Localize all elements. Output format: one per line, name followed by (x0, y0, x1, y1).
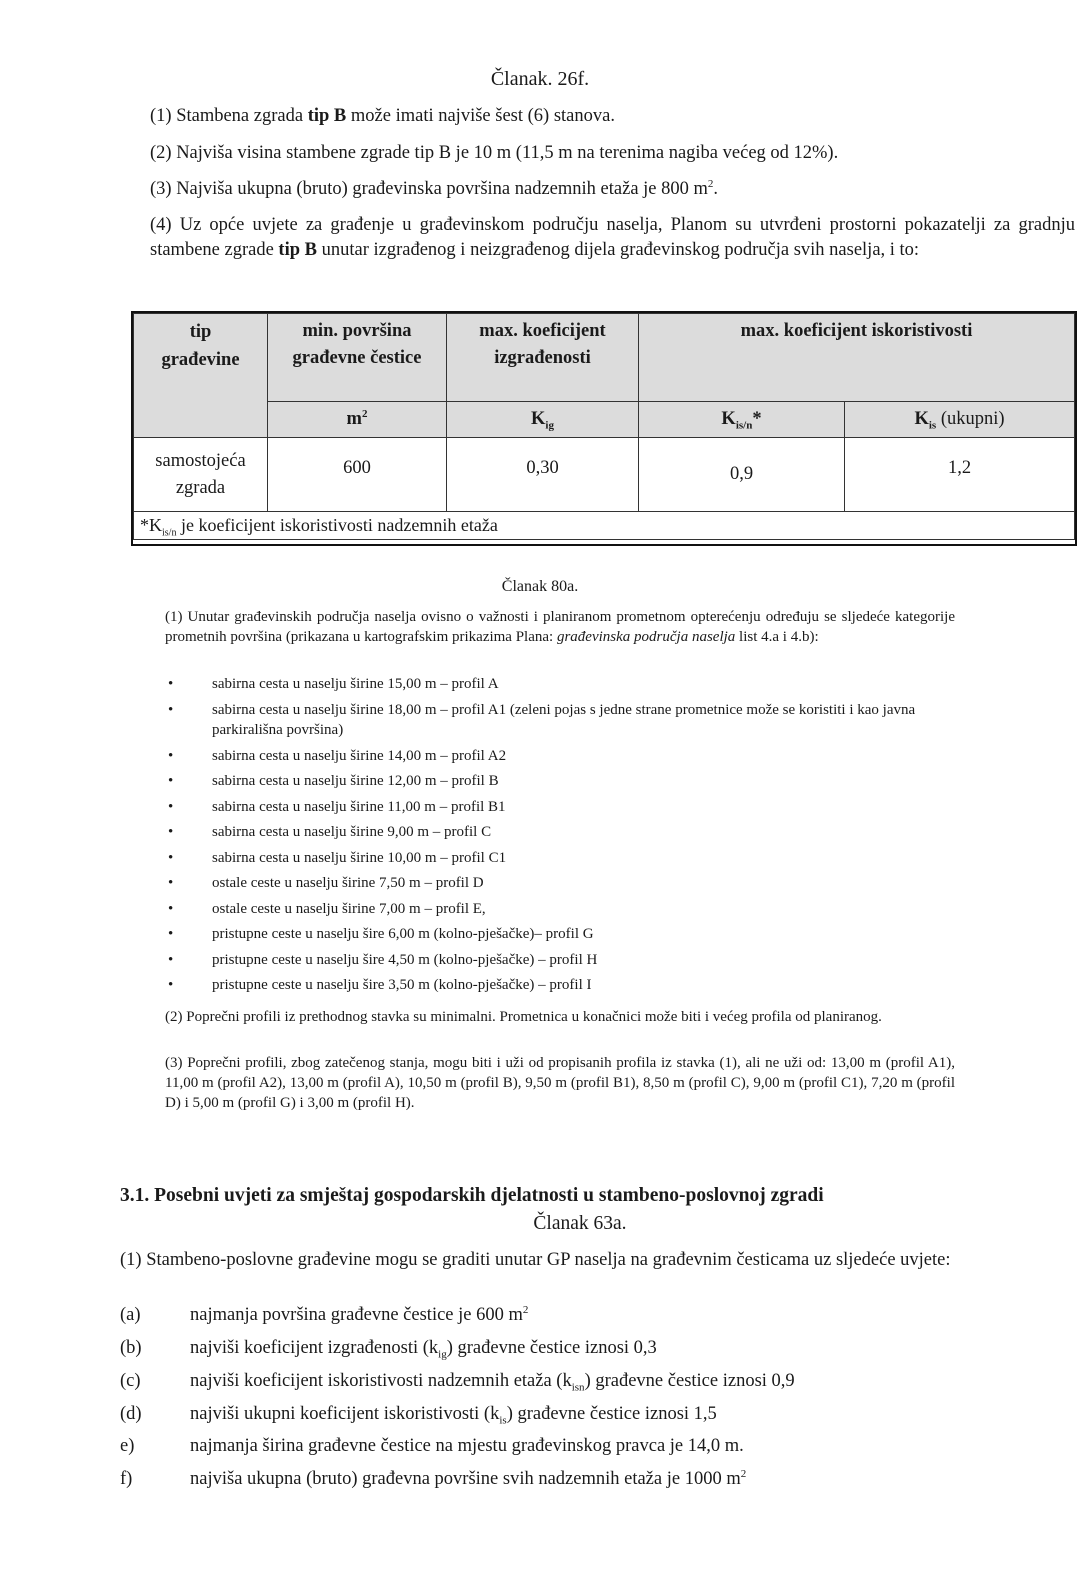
condition-label: (c) (120, 1371, 141, 1391)
bullet-icon: • (168, 799, 174, 815)
header-building-type: tip građevine (134, 314, 268, 438)
bullet-icon: • (168, 952, 174, 968)
article-80a-title: Članak 80a. (501, 578, 579, 595)
row-kis: 1,2 (845, 438, 1075, 512)
article-26f-paragraph-2: (2) Najviša visina stambene zgrade tip B je 10 m (11,5 m na terenima nagiba većeg od 12%). (150, 143, 839, 163)
article-26f-title: Članak. 26f. (490, 68, 590, 90)
condition-text: najmanja širina građevne čestice na mjestu građevinskog pravca je 14,0 m. (190, 1436, 744, 1456)
condition-text: najviši koeficijent iskoristivosti nadzemnih etaža $(k_{isn})$ građevne čestice iznosi 0,9 (190, 1371, 795, 1394)
article-80a-paragraph-2: (2) Poprečni profili iz prethodnog stavka su minimalni. Prometnica u konačnici može biti i većeg profila od planiranog. (165, 1009, 882, 1025)
header-min-area: min. površina građevne čestice (268, 314, 447, 402)
condition-text: najviši ukupni koeficijent iskoristivosti $(k_{is})$ građevne čestice iznosi 1,5 (190, 1404, 717, 1427)
row-min-area: 600 (268, 438, 447, 512)
section-3-1-heading: 3.1. Posebni uvjeti za smještaj gospodarskih djelatnosti u stambeno-poslovnoj zgradi (120, 1185, 824, 1206)
article-80a-paragraph-1: (1) Unutar građevinskih područja naselja ovisno o važnosti i planiranom prometnom opterećenju određuju se sljedeće kategorije prometnih površina (prikazana u kartografskim prikazima Plana: građevinska područja naselja list 4.a i 4.b): (165, 609, 955, 645)
bullet-icon: • (168, 748, 174, 764)
bullet-icon: • (168, 702, 174, 718)
condition-label: e) (120, 1436, 135, 1456)
condition-label: f) (120, 1469, 133, 1489)
row-building-type: samostojeća zgrada (134, 438, 268, 512)
unit-kig: $K_{ig}$ (447, 402, 639, 438)
condition-label: (b) (120, 1338, 142, 1358)
list-item: ostale ceste u naselju širine 7,00 m – profil E, (212, 901, 486, 917)
list-item: sabirna cesta u naselju širine 11,00 m – profil B1 (212, 799, 506, 815)
condition-text: najviša ukupna (bruto) građevna površine svih nadzemnih etaža je 1000 $m^2$ (190, 1467, 747, 1489)
unit-m2: $m^2$ (268, 402, 447, 438)
list-item: ostale ceste u naselju širine 7,50 m – profil D (212, 875, 484, 891)
article-26f-paragraph-3: (3) Najviša ukupna (bruto) građevinska površina nadzemnih etaža je 800 $m^2$. (150, 177, 719, 199)
indicators-table (131, 311, 1077, 546)
article-26f-paragraph-1: (1) Stambena zgrada tip B može imati najviše šest (6) stanova. (150, 106, 615, 126)
list-item: pristupne ceste u naselju šire 3,50 m (kolno-pješačke) – profil I (212, 977, 592, 993)
bullet-icon: • (168, 824, 174, 840)
header-max-kis: max. koeficijent iskoristivosti (639, 314, 1075, 402)
condition-text: najviši koeficijent izgrađenosti $(k_{ig})$ građevne čestice iznosi 0,3 (190, 1338, 657, 1361)
header-max-kig: max. koeficijent izgrađenosti (447, 314, 639, 402)
list-item: sabirna cesta u naselju širine 14,00 m – profil A2 (212, 748, 507, 764)
bullet-icon: • (168, 901, 174, 917)
bullet-icon: • (168, 926, 174, 942)
bullet-icon: • (168, 676, 174, 692)
bullet-icon: • (168, 773, 174, 789)
list-item: sabirna cesta u naselju širine 12,00 m – profil B (212, 773, 499, 789)
row-kig: 0,30 (447, 438, 639, 512)
article-63a-title: Članak 63a. (533, 1213, 627, 1234)
bullet-icon: • (168, 850, 174, 866)
table-footnote: $*K_{is/n}$ je koeficijent iskoristivosti nadzemnih etaža (134, 512, 1075, 540)
list-item: sabirna cesta u naselju širine 9,00 m – profil C (212, 824, 492, 840)
list-item: pristupne ceste u naselju šire 6,00 m (kolno-pješačke)– profil G (212, 926, 594, 942)
condition-text: najmanja površina građevne čestice je 600 $m^2$ (190, 1303, 529, 1325)
article-26f-paragraph-4: (4) Uz opće uvjete za građenje u građevinskom području naselja, Planom su utvrđeni prostorni pokazatelji za gradnju stambene zgrade tip B unutar izgrađenog i neizgrađenog dijela građevinskog područja svih naselja, i to: (150, 215, 1075, 260)
list-item: sabirna cesta u naselju širine 18,00 m – profil A1 (zeleni pojas s jedne strane prometnice može se koristiti i kao javna parkirališna površina) (212, 702, 916, 738)
condition-label: (a) (120, 1305, 141, 1325)
list-item: sabirna cesta u naselju širine 10,00 m – profil C1 (212, 850, 507, 866)
row-kisn: 0,9 (639, 438, 845, 512)
list-item: pristupne ceste u naselju šire 4,50 m (kolno-pješačke) – profil H (212, 952, 598, 968)
unit-kisn: $K_{is/n}*$ (639, 402, 845, 438)
unit-kis: $K_{is}$ (ukupni) (845, 402, 1075, 438)
article-63a-paragraph-1: (1) Stambeno-poslovne građevine mogu se graditi unutar GP naselja na građevnim česticama uz sljedeće uvjete: (120, 1250, 951, 1270)
bullet-icon: • (168, 875, 174, 891)
condition-label: (d) (120, 1404, 142, 1424)
bullet-icon: • (168, 977, 174, 993)
article-80a-paragraph-3: (3) Poprečni profili, zbog zatečenog stanja, mogu biti i uži od propisanih profila iz stavka (1), ali ne uži od: 13,00 m (profil A1), 11,00 m (profil A2), 13,00 m (profil A), 10,50 m (profil B), 9,50 m (profil B1), 8,50 m (profil C), 9,00 m (profil C1), 7,20 m (profil D) i 5,00 m (profil G) i 3,00 m (profil H). (165, 1055, 955, 1111)
list-item: sabirna cesta u naselju širine 15,00 m – profil A (212, 676, 499, 692)
